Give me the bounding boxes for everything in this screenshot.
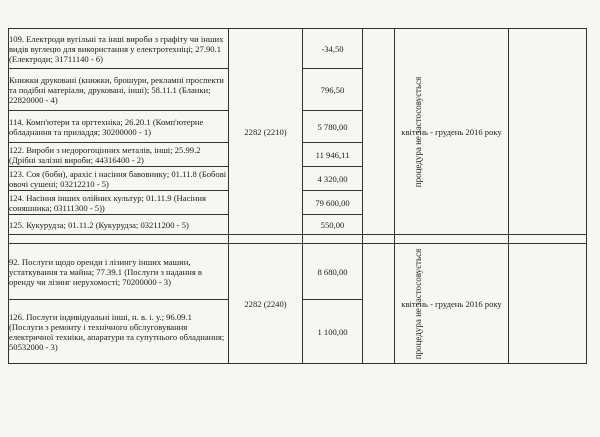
procedure-text: процедура не застосовується [413, 76, 424, 187]
item-description: 124. Насіння інших олійних культур; 01.11.9 (Насіння соняшника; 03111300 - 5)) [9, 191, 229, 215]
scanned-page: ····················· ··················· 109. Електроди вугільні та інші вироби з графіту чи інших видів вуглецю для використання у електротехніці; 27.90.1 (Електроди; 31711140 - 6) 2282 (2210) -34,50 процедура не застосовується квітень - грудень 2016 року Книжки друковані (книжки, брошури, рекламні проспекти та подібні матеріали, друковані, інші); 58.11.1 (Бланки; 22820000 - 4) 796,50 114. Комп'ютери та оргтехніка; 26.20.1 (Комп'ютерне обладнання та приладдя; 30200000 - 1) 5 780,00 122. Вироби з недорогоцінних металів, інші; 25.99.2 (Дрібні залізні вироби; 44316400 - 2) 11 946,11 123. Соя (боби), арахіс і насіння бавовнику; 01.11.8 (Бобові овочі сушені; 03212210 - 5) 4 320,00 124. Насіння інших олійних культур; 01.11.9 (Насіння соняшника; 03111300 - 5)) 79 600,00 125. Кукурудза; 01.11.2 (Кукурудза; 03211200 - 5) 550,00 92. Послуги щодо оренди і лізингу інших машин, устаткування та майна; 77.39.1 (Послуги з надання в оренду чи лізинг нерухомості; 70200000 - 3) 2282 (2240) 8 680,00 процедура не застосовується квітень - грудень 2016 року 126. Послуги індивідуальні інші, н. в. і. у.; 96.09.1 (Послуги з ремонту і технічного обслуговування електричної техніки, апаратури та супутнього обладнання; 50532000 - 3) 1 100,00 [0, 0, 600, 437]
budget-code: 2282 (2240) [229, 244, 303, 364]
item-description: 114. Комп'ютери та оргтехніка; 26.20.1 (Комп'ютерне обладнання та приладдя; 30200000 - 1) [9, 111, 229, 143]
item-description: 122. Вироби з недорогоцінних металів, інші; 25.99.2 (Дрібні залізні вироби; 44316400 - 2) [9, 143, 229, 167]
item-amount: 4 320,00 [303, 167, 363, 191]
table-row [9, 29, 587, 69]
budget-code: 2282 (2210) [229, 29, 303, 235]
procedure-cell [363, 244, 424, 364]
period-cell: квітень - грудень 2016 року [395, 29, 509, 235]
spacer-row [9, 235, 587, 244]
item-amount: 550,00 [303, 215, 363, 235]
item-description: 92. Послуги щодо оренди і лізингу інших машин, устаткування та майна; 77.39.1 (Послуги з надання в оренду чи лізинг нерухомості; 70200000 - 3) [9, 244, 229, 300]
item-description: 109. Електроди вугільні та інші вироби з графіту чи інших видів вуглецю для використання у електротехніці; 27.90.1 (Електроди; 31711140 - 6) [9, 29, 229, 69]
item-description: Книжки друковані (книжки, брошури, рекламні проспекти та подібні матеріали, друковані, інші); 58.11.1 (Бланки; 22820000 - 4) [9, 69, 229, 111]
item-amount: 1 100,00 [303, 300, 363, 364]
item-amount: 11 946,11 [303, 143, 363, 167]
period-cell: квітень - грудень 2016 року [395, 244, 509, 364]
item-amount: 8 680,00 [303, 244, 363, 300]
item-amount: 5 780,00 [303, 111, 363, 143]
notes-cell [509, 29, 587, 235]
procedure-cell [363, 29, 424, 235]
item-description: 126. Послуги індивідуальні інші, н. в. і. у.; 96.09.1 (Послуги з ремонту і технічного обслуговування електричної техніки, апаратури та супутнього обладнання; 50532000 - 3) [9, 300, 229, 364]
item-description: 125. Кукурудза; 01.11.2 (Кукурудза; 03211200 - 5) [9, 215, 229, 235]
procurement-table [8, 28, 587, 364]
table-row [9, 244, 587, 300]
procedure-text: процедура не застосовується [413, 248, 424, 359]
item-amount: 79 600,00 [303, 191, 363, 215]
item-description: 123. Соя (боби), арахіс і насіння бавовнику; 01.11.8 (Бобові овочі сушені; 03212210 - 5) [9, 167, 229, 191]
item-amount: -34,50 [303, 29, 363, 69]
item-amount: 796,50 [303, 69, 363, 111]
notes-cell [509, 244, 587, 364]
